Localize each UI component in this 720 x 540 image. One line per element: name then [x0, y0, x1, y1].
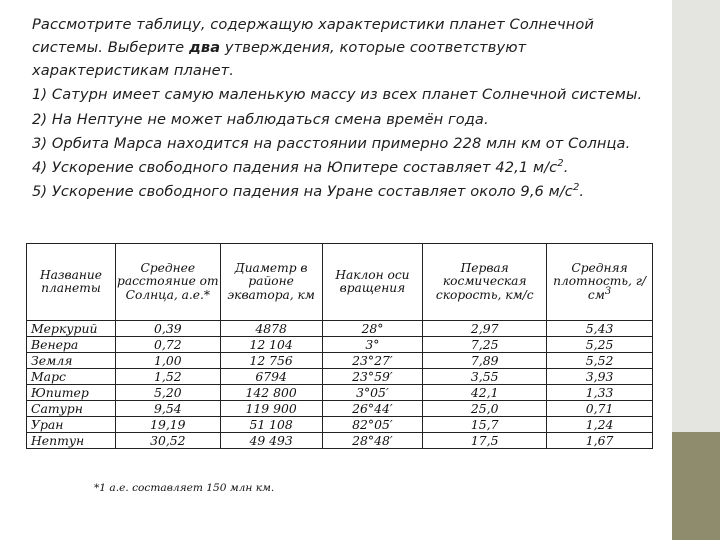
planet-name-cell: Уран: [27, 417, 116, 433]
table-cell: 49 493: [220, 433, 322, 449]
statement-1: 1) Сатурн имеет самую маленькую массу из всех планет Солнечной системы.: [32, 86, 643, 104]
table-cell: 42,1: [423, 385, 547, 401]
intro-bold-word: два: [189, 38, 221, 56]
statement-4-end: .: [563, 158, 569, 176]
table-cell: 7,89: [423, 353, 547, 369]
header-axis-tilt: Наклон оси вращения: [322, 244, 423, 321]
table-cell: 23°27′: [322, 353, 423, 369]
header-diameter: Диаметр в районе экватора, км: [220, 244, 322, 321]
table-cell: 51 108: [220, 417, 322, 433]
table-cell: 25,0: [423, 401, 547, 417]
table-cell: 6794: [220, 369, 322, 385]
table-row: [27, 353, 653, 369]
table-cell: 12 756: [220, 353, 322, 369]
statement-4-superscript: 2: [557, 158, 564, 170]
table-cell: 0,72: [115, 337, 220, 353]
table-cell: 119 900: [220, 401, 322, 417]
statement-2: 2) На Нептуне не может наблюдаться смена времён года.: [32, 110, 489, 128]
table-cell: 3,55: [423, 369, 547, 385]
table-cell: 142 800: [220, 385, 322, 401]
planet-name-cell: Сатурн: [27, 401, 116, 417]
table-cell: 4878: [220, 321, 322, 337]
statement-5: [32, 181, 662, 204]
planet-table-image: [16, 240, 660, 498]
table-cell: 15,7: [423, 417, 547, 433]
table-cell: 9,54: [115, 401, 220, 417]
planet-name-cell: Земля: [27, 353, 116, 369]
planet-name-cell: Марс: [27, 369, 116, 385]
planet-name-cell: Нептун: [27, 433, 116, 449]
table-cell: 12 104: [220, 337, 322, 353]
planet-table: [26, 243, 653, 449]
table-cell: 2,97: [423, 321, 547, 337]
table-cell: 0,39: [115, 321, 220, 337]
statement-5-end: .: [579, 183, 585, 201]
table-cell: 1,00: [115, 353, 220, 369]
statement-5-text: 5) Ускорение свободного падения на Уране составляет около 9,6 м/с: [32, 183, 573, 201]
table-cell: 5,25: [547, 337, 653, 353]
header-density: [547, 244, 653, 321]
table-cell: 19,19: [115, 417, 220, 433]
task-intro: [32, 14, 662, 82]
table-header-row: [27, 244, 653, 321]
table-cell: 23°59′: [322, 369, 423, 385]
table-cell: 28°48′: [322, 433, 423, 449]
table-cell: 82°05′: [322, 417, 423, 433]
header-distance: Среднее расстояние от Солнца, а.е.*: [115, 244, 220, 321]
table-cell: 1,52: [115, 369, 220, 385]
statement-5-superscript: 2: [572, 182, 580, 194]
table-cell: 3°05′: [322, 385, 423, 401]
table-cell: 1,67: [547, 433, 653, 449]
table-cell: 3,93: [547, 369, 653, 385]
statement-3: 3) Орбита Марса находится на расстоянии примерно 228 млн км от Солнца.: [32, 134, 631, 152]
table-footnote: *1 а.е. составляет 150 млн км.: [94, 482, 275, 494]
table-row: [27, 417, 653, 433]
table-cell: 3°: [322, 337, 423, 353]
table-cell: 5,43: [547, 321, 653, 337]
task-text: [32, 14, 662, 204]
statement-4: [32, 157, 662, 180]
table-cell: 5,52: [547, 353, 653, 369]
header-density-superscript: 3: [604, 285, 612, 297]
table-row: [27, 369, 653, 385]
planet-name-cell: Меркурий: [27, 321, 116, 337]
table-row: [27, 401, 653, 417]
table-row: [27, 385, 653, 401]
table-cell: 1,24: [547, 417, 653, 433]
header-density-text: Средняя плотность, г/см: [553, 260, 646, 302]
table-row: [27, 433, 653, 449]
side-band-accent: [672, 432, 720, 540]
table-body: [27, 321, 653, 449]
table-row: [27, 337, 653, 353]
table-cell: 30,52: [115, 433, 220, 449]
table-cell: 1,33: [547, 385, 653, 401]
table-cell: 28°: [322, 321, 423, 337]
intro-text-2: утверждения, которые соответствуют характеристикам планет.: [32, 38, 527, 79]
table-cell: 7,25: [423, 337, 547, 353]
planet-name-cell: Венера: [27, 337, 116, 353]
table-row: [27, 321, 653, 337]
planet-name-cell: Юпитер: [27, 385, 116, 401]
table-cell: 26°44′: [322, 401, 423, 417]
statement-4-text: 4) Ускорение свободного падения на Юпитере составляет 42,1 м/с: [32, 158, 558, 176]
intro-text-1: Рассмотрите таблицу, содержащую характеристики планет Солнечной системы. Выберите: [32, 16, 594, 56]
table-cell: 17,5: [423, 433, 547, 449]
table-cell: 5,20: [115, 385, 220, 401]
table-cell: 0,71: [547, 401, 653, 417]
header-orbital-speed: Первая космическая скорость, км/с: [423, 244, 547, 321]
header-planet-name: Название планеты: [27, 244, 116, 321]
